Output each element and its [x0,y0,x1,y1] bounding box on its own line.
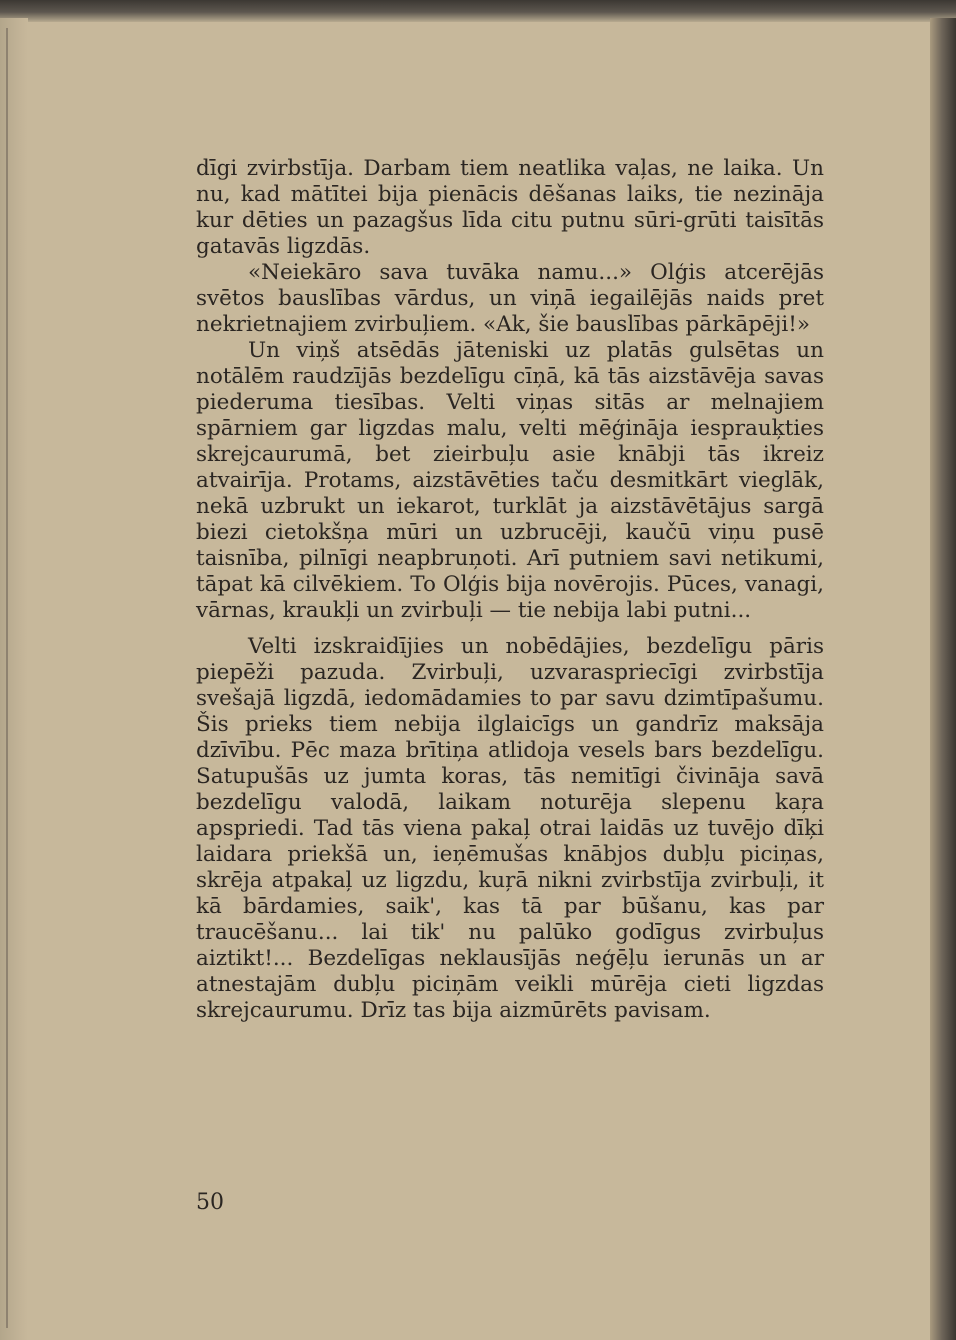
page-right-binding-shadow [930,18,956,1340]
page-top-shadow [0,0,956,22]
page-left-edge [0,18,28,1340]
paragraph-4: Velti izskraidījies un nobēdājies, bezdelīgu pāris piepēži pazuda. Zvirbuļi, uzvaraspriecīgi zvirbstīja svešajā ligzdā, iedomādamies to par savu dzimtīpašumu. Šis prieks tiem nebija ilglaicīgs un gandrīz maksāja dzīvību. Pēc maza brītiņa atlidoja vesels bars bezdelīgu. Satupušās uz jumta koras, tās nemitīgi čivināja savā bezdelīgu valodā, laikam noturēja slepenu kaŗa apspriedi. Tad tās viena pakaļ otrai laidās uz tuvējo dīķi laidara priekšā un, ieņēmušas knābjos dubļu piciņas, skrēja atpakaļ uz ligzdu, kuŗā nikni zvirbstīja zvirbuļi, it kā bārdamies, saik', kas tā par būšanu, kas par traucēšanu... lai tik' nu palūko godīgus zvirbuļus aiztikt!... Bezdelīgas neklausījās neģēļu ierunās un ar atnestajām dubļu piciņām veikli mūrēja cieti ligzdas skrejcaurumu. Drīz tas bija aizmūrēts pavisam. [196,634,824,1023]
paragraph-2: «Neiekāro sava tuvāka namu...» Olģis atcerējās svētos bauslības vārdus, un viņā iegailējās naids pret nekrietnajiem zvirbuļiem. «Ak, šie bauslības pārkāpēji!» [196,260,824,337]
paragraph-1: dīgi zvirbstīja. Darbam tiem neatlika vaļas, ne laika. Un nu, kad mātītei bija pienācis dēšanas laiks, tie nezināja kur dēties un pazagšus līda citu putnu sūri-grūti taisītās gatavās ligzdās. [196,156,824,259]
body-text [196,156,824,1024]
paragraph-3: Un viņš atsēdās jāteniski uz platās gulsētas un notālēm raudzījās bezdelīgu cīņā, kā tās aizstāvēja savas piederuma tiesības. Velti viņas sitās ar melnajiem spārniem gar ligzdas malu, velti mēģināja iesprauķties skrejcaurumā, bet zieirbuļu asie knābji tās ikreiz atvairīja. Protams, aizstāvēties taču desmitkārt vieglāk, nekā uzbrukt un iekarot, turklāt ja aizstāvētājus sargā biezi cietokšņa mūri un uzbrucēji, kaučū viņu pusē taisnība, pilnīgi neapbruņoti. Arī putniem savi netikumi, tāpat kā cilvēkiem. To Olģis bija novērojis. Pūces, vanagi, vārnas, kraukļi un zvirbuļi — tie nebija labi putni... [196,338,824,623]
page-number: 50 [196,1190,224,1215]
